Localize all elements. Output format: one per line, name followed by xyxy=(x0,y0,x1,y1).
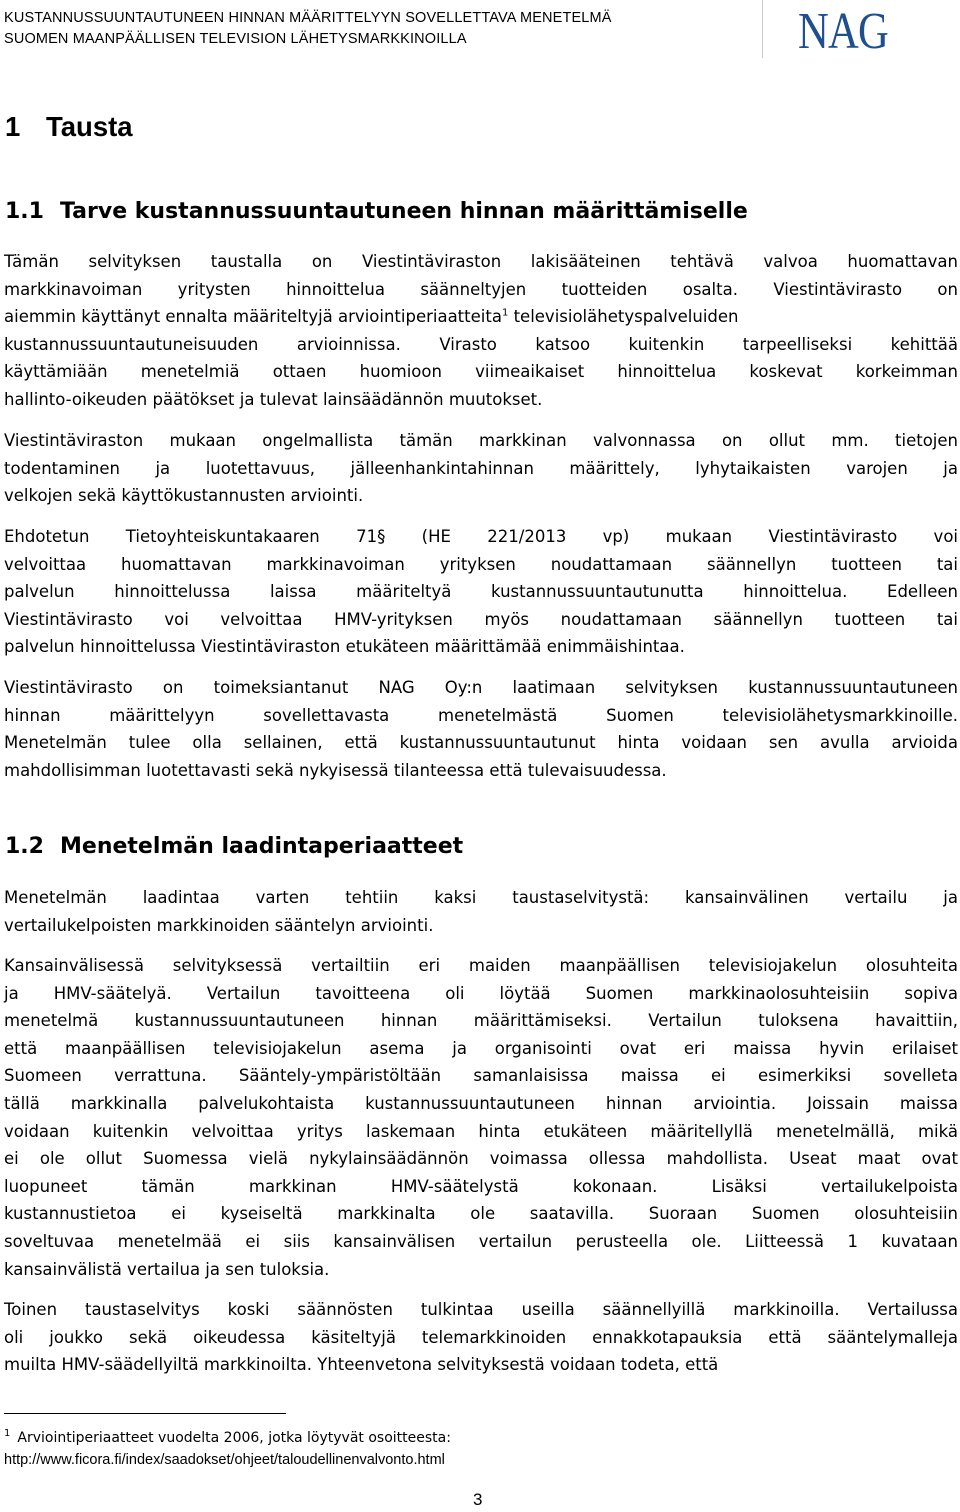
paragraph xyxy=(4,884,958,939)
section-number: 1.1 xyxy=(5,199,44,224)
nag-logo: NAG xyxy=(798,3,888,60)
paragraph-line: palvelun hinnoittelussa Viestintäviraston etukäteen määrittämää enimmäishintaa. xyxy=(4,637,685,657)
paragraph xyxy=(4,952,958,1283)
footnote xyxy=(4,1427,451,1471)
footnote-reference[interactable]: 1 xyxy=(501,307,509,319)
footnote-line xyxy=(4,1427,451,1449)
paragraph-line: Viestintävirasto voi velvoittaa HMV-yrityksen myös noudattamaan säännellyn tuotteen tai xyxy=(4,609,958,629)
paragraph xyxy=(4,523,958,661)
paragraph-line: Kansainvälisessä selvityksessä vertailtiin eri maiden maanpäällisen televisiojakelun olosuhteita xyxy=(4,956,958,975)
paragraph-line: menetelmä kustannussuuntautuneen hinnan määrittämiseksi. Vertailun tuloksena havaittiin, xyxy=(4,1011,958,1031)
paragraph xyxy=(4,427,958,510)
paragraph-line: mahdollisimman luotettavasti sekä nykyisessä tilanteessa että tulevaisuudessa. xyxy=(4,760,667,780)
paragraph-line: kustannustietoa ei kyseiseltä markkinalta ole saatavilla. Suoraan Suomen olosuhteisiin xyxy=(4,1204,958,1224)
paragraph-line: käyttämiään menetelmiä ottaen huomioon viimeaikaiset hinnoittelua koskevat korkeimman xyxy=(4,362,958,382)
paragraph-line: Menetelmän laadintaa varten tehtiin kaksi taustaselvitystä: kansainvälinen vertailu ja xyxy=(4,888,958,907)
document-header-subtitle: SUOMEN MAANPÄÄLLISEN TELEVISION LÄHETYSMARKKINOILLA xyxy=(4,31,467,47)
paragraph-line: soveltuvaa menetelmää ei siis kansainvälisen vertailun perusteella ole. Liitteessä 1 kuvataan xyxy=(4,1231,958,1251)
paragraph-line: tällä markkinalla palvelukohtaista kustannussuuntautuneen hinnan arviointia. Joissain maissa xyxy=(4,1093,958,1113)
text-segment: aiemmin käyttänyt ennalta määriteltyjä arviointiperiaatteita xyxy=(4,307,502,327)
text-segment: televisiolähetyspalveluiden xyxy=(508,307,739,327)
paragraph-line: luopuneet tämän markkinan HMV-säätelystä kokonaan. Lisäksi vertailukelpoista xyxy=(4,1176,958,1196)
paragraph-line: Toinen taustaselvitys koski säännösten tulkintaa useilla säännellyillä markkinoilla. Vertailussa xyxy=(4,1300,958,1319)
paragraph-line: kustannussuuntautuneisuuden arvioinnissa. Virasto katsoo kuitenkin tarpeelliseksi kehittää xyxy=(4,334,958,354)
paragraph xyxy=(4,674,958,784)
section-heading-1 xyxy=(5,111,133,143)
paragraph-line: hinnan määrittelyyn sovellettavasta menetelmästä Suomen televisiolähetysmarkkinoille. xyxy=(4,705,958,725)
paragraph-line: Tämän selvityksen taustalla on Viestintäviraston lakisääteinen tehtävä valvoa huomattavan xyxy=(4,252,958,271)
section-title: Tarve kustannussuuntautuneen hinnan määrittämiselle xyxy=(60,199,748,224)
document-header-title: KUSTANNUSSUUNTAUTUNEEN HINNAN MÄÄRITTELYYN SOVELLETTAVA MENETELMÄ xyxy=(4,10,612,26)
paragraph-line: kansainvälistä vertailua ja sen tuloksia. xyxy=(4,1259,330,1279)
section-title: Menetelmän laadintaperiaatteet xyxy=(60,834,464,859)
paragraph-line: oli joukko sekä oikeudessa käsiteltyjä telemarkkinoiden ennakkotapauksia että sääntelymalleja xyxy=(4,1327,958,1347)
paragraph-line: palvelun hinnoittelussa laissa määriteltyä kustannussuuntautunutta hinnoittelua. Edelleen xyxy=(4,582,958,602)
paragraph-line: Menetelmän tulee olla sellainen, että kustannussuuntautunut hinta voidaan sen avulla arvioida xyxy=(4,733,958,753)
paragraph xyxy=(4,1296,958,1379)
footnote-number: 1 xyxy=(4,1428,11,1440)
paragraph-line: vertailukelpoisten markkinoiden sääntelyn arviointi. xyxy=(4,915,434,935)
paragraph-line xyxy=(4,303,958,331)
paragraph-line: hallinto-oikeuden päätökset ja tulevat lainsäädännön muutokset. xyxy=(4,389,543,409)
section-heading-1-1 xyxy=(5,199,748,224)
paragraph-line: markkinavoiman yritysten hinnoittelua säänneltyjen tuotteiden osalta. Viestintävirasto on xyxy=(4,279,958,299)
paragraph-line: muilta HMV-säädellyiltä markkinoilta. Yhteenvetona selvityksestä voidaan todeta, että xyxy=(4,1355,719,1375)
page-number: 3 xyxy=(473,1490,483,1509)
section-heading-1-2 xyxy=(5,834,463,859)
paragraph-line: että maanpäällisen televisiojakelun asema ja organisointi ovat eri maissa hyvin erilaiset xyxy=(4,1038,958,1058)
footnote-text: Arviointiperiaatteet vuodelta 2006, jotka löytyvät osoitteesta: xyxy=(17,1430,451,1446)
footnote-separator xyxy=(4,1413,286,1414)
paragraph-line: todentaminen ja luotettavuus, jälleenhankintahinnan määrittely, lyhytaikaisten varojen ja xyxy=(4,458,958,478)
paragraph-line: Viestintävirasto on toimeksiantanut NAG Oy:n laatimaan selvityksen kustannussuuntautuneen xyxy=(4,678,958,697)
paragraph-line: ja HMV-säätelyä. Vertailun tavoitteena oli löytää Suomen markkinaolosuhteisiin sopiva xyxy=(4,983,958,1003)
paragraph-line: velkojen sekä käyttökustannusten arviointi. xyxy=(4,486,364,506)
section-number: 1 xyxy=(5,111,21,142)
section-title: Tausta xyxy=(46,111,133,142)
section-number: 1.2 xyxy=(5,834,44,859)
paragraph-line: Suomeen verrattuna. Sääntely-ympäristöltään samanlaisissa maissa ei esimerkiksi sovelleta xyxy=(4,1066,958,1086)
paragraph-line: Viestintäviraston mukaan ongelmallista tämän markkinan valvonnassa on ollut mm. tietojen xyxy=(4,431,958,450)
paragraph-line: voidaan kuitenkin velvoittaa yritys laskemaan hinta etukäteen määritellyllä menetelmällä, mikä xyxy=(4,1121,958,1141)
paragraph-line: velvoittaa huomattavan markkinavoiman yrityksen noudattamaan säännellyn tuotteen tai xyxy=(4,554,958,574)
paragraph-line: Ehdotetun Tietoyhteiskuntakaaren 71§ (HE 221/2013 vp) mukaan Viestintävirasto voi xyxy=(4,527,958,546)
header-divider xyxy=(762,0,763,58)
footnote-url-link[interactable]: http://www.ficora.fi/index/saadokset/ohjeet/taloudellinenvalvonto.html xyxy=(4,1452,445,1468)
paragraph-line: ei ole ollut Suomessa vielä nykylainsäädännön voimassa ollessa mahdollista. Useat maat ovat xyxy=(4,1149,958,1169)
paragraph xyxy=(4,248,958,414)
